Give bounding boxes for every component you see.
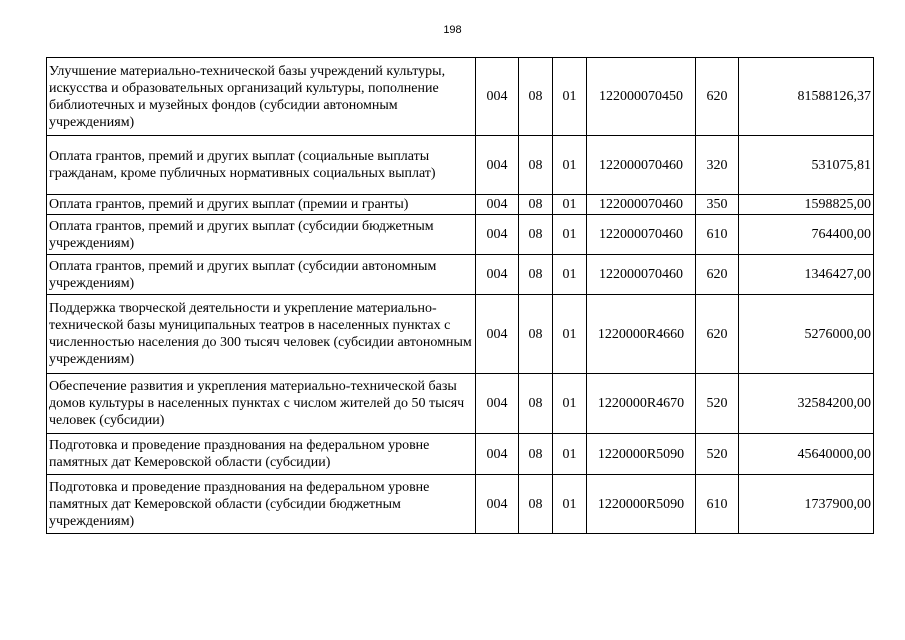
- expense-type-cell: 620: [696, 58, 739, 136]
- page-number: 198: [443, 24, 462, 36]
- ministry-code-cell: 004: [476, 195, 519, 215]
- subsection-code-cell: 01: [553, 215, 587, 255]
- amount-cell: 531075,81: [739, 136, 874, 195]
- subsection-code-cell: 01: [553, 136, 587, 195]
- expense-type-cell: 320: [696, 136, 739, 195]
- target-article-cell: 122000070460: [587, 136, 696, 195]
- target-article-cell: 1220000R5090: [587, 434, 696, 475]
- section-code-cell: 08: [519, 434, 553, 475]
- budget-table: [46, 57, 874, 534]
- table-row: [47, 255, 874, 295]
- table-row: [47, 58, 874, 136]
- ministry-code-cell: 004: [476, 255, 519, 295]
- subsection-code-cell: 01: [553, 434, 587, 475]
- section-code-cell: 08: [519, 215, 553, 255]
- section-code-cell: 08: [519, 136, 553, 195]
- amount-cell: 764400,00: [739, 215, 874, 255]
- table-row: [47, 434, 874, 475]
- table-row: [47, 475, 874, 534]
- expense-type-cell: 610: [696, 475, 739, 534]
- expense-name-cell: Поддержка творческой деятельности и укрепление материально-технической базы муниципальных театров в населенных пунктах с численностью населения до 300 тысяч человек (субсидии автономным учреждениям): [47, 295, 476, 374]
- target-article-cell: 1220000R4660: [587, 295, 696, 374]
- expense-name-cell: Улучшение материально-технической базы учреждений культуры, искусства и образовательных организаций культуры, пополнение библиотечных и музейных фондов (субсидии автономным учреждениям): [47, 58, 476, 136]
- subsection-code-cell: 01: [553, 374, 587, 434]
- amount-cell: 32584200,00: [739, 374, 874, 434]
- ministry-code-cell: 004: [476, 215, 519, 255]
- amount-cell: 1737900,00: [739, 475, 874, 534]
- table-row: [47, 374, 874, 434]
- expense-type-cell: 520: [696, 374, 739, 434]
- expense-type-cell: 350: [696, 195, 739, 215]
- expense-name-cell: Подготовка и проведение празднования на федеральном уровне памятных дат Кемеровской области (субсидии): [47, 434, 476, 475]
- target-article-cell: 1220000R5090: [587, 475, 696, 534]
- expense-name-cell: Оплата грантов, премий и других выплат (премии и гранты): [47, 195, 476, 215]
- subsection-code-cell: 01: [553, 58, 587, 136]
- section-code-cell: 08: [519, 195, 553, 215]
- target-article-cell: 1220000R4670: [587, 374, 696, 434]
- table-row: [47, 136, 874, 195]
- amount-cell: 1598825,00: [739, 195, 874, 215]
- table-row: [47, 215, 874, 255]
- ministry-code-cell: 004: [476, 374, 519, 434]
- expense-name-cell: Обеспечение развития и укрепления материально-технической базы домов культуры в населенных пунктах с числом жителей до 50 тысяч человек (субсидии): [47, 374, 476, 434]
- ministry-code-cell: 004: [476, 58, 519, 136]
- subsection-code-cell: 01: [553, 255, 587, 295]
- section-code-cell: 08: [519, 255, 553, 295]
- expense-type-cell: 610: [696, 215, 739, 255]
- section-code-cell: 08: [519, 58, 553, 136]
- ministry-code-cell: 004: [476, 295, 519, 374]
- target-article-cell: 122000070460: [587, 215, 696, 255]
- target-article-cell: 122000070450: [587, 58, 696, 136]
- ministry-code-cell: 004: [476, 136, 519, 195]
- amount-cell: 45640000,00: [739, 434, 874, 475]
- section-code-cell: 08: [519, 295, 553, 374]
- section-code-cell: 08: [519, 374, 553, 434]
- budget-table-body: [47, 58, 874, 534]
- ministry-code-cell: 004: [476, 434, 519, 475]
- expense-name-cell: Оплата грантов, премий и других выплат (субсидии автономным учреждениям): [47, 255, 476, 295]
- expense-type-cell: 620: [696, 295, 739, 374]
- subsection-code-cell: 01: [553, 475, 587, 534]
- target-article-cell: 122000070460: [587, 195, 696, 215]
- ministry-code-cell: 004: [476, 475, 519, 534]
- amount-cell: 81588126,37: [739, 58, 874, 136]
- table-row: [47, 295, 874, 374]
- subsection-code-cell: 01: [553, 195, 587, 215]
- expense-name-cell: Подготовка и проведение празднования на федеральном уровне памятных дат Кемеровской области (субсидии бюджетным учреждениям): [47, 475, 476, 534]
- amount-cell: 1346427,00: [739, 255, 874, 295]
- expense-name-cell: Оплата грантов, премий и других выплат (социальные выплаты гражданам, кроме публичных нормативных социальных выплат): [47, 136, 476, 195]
- target-article-cell: 122000070460: [587, 255, 696, 295]
- subsection-code-cell: 01: [553, 295, 587, 374]
- table-row: [47, 195, 874, 215]
- expense-name-cell: Оплата грантов, премий и других выплат (субсидии бюджетным учреждениям): [47, 215, 476, 255]
- expense-type-cell: 520: [696, 434, 739, 475]
- amount-cell: 5276000,00: [739, 295, 874, 374]
- section-code-cell: 08: [519, 475, 553, 534]
- expense-type-cell: 620: [696, 255, 739, 295]
